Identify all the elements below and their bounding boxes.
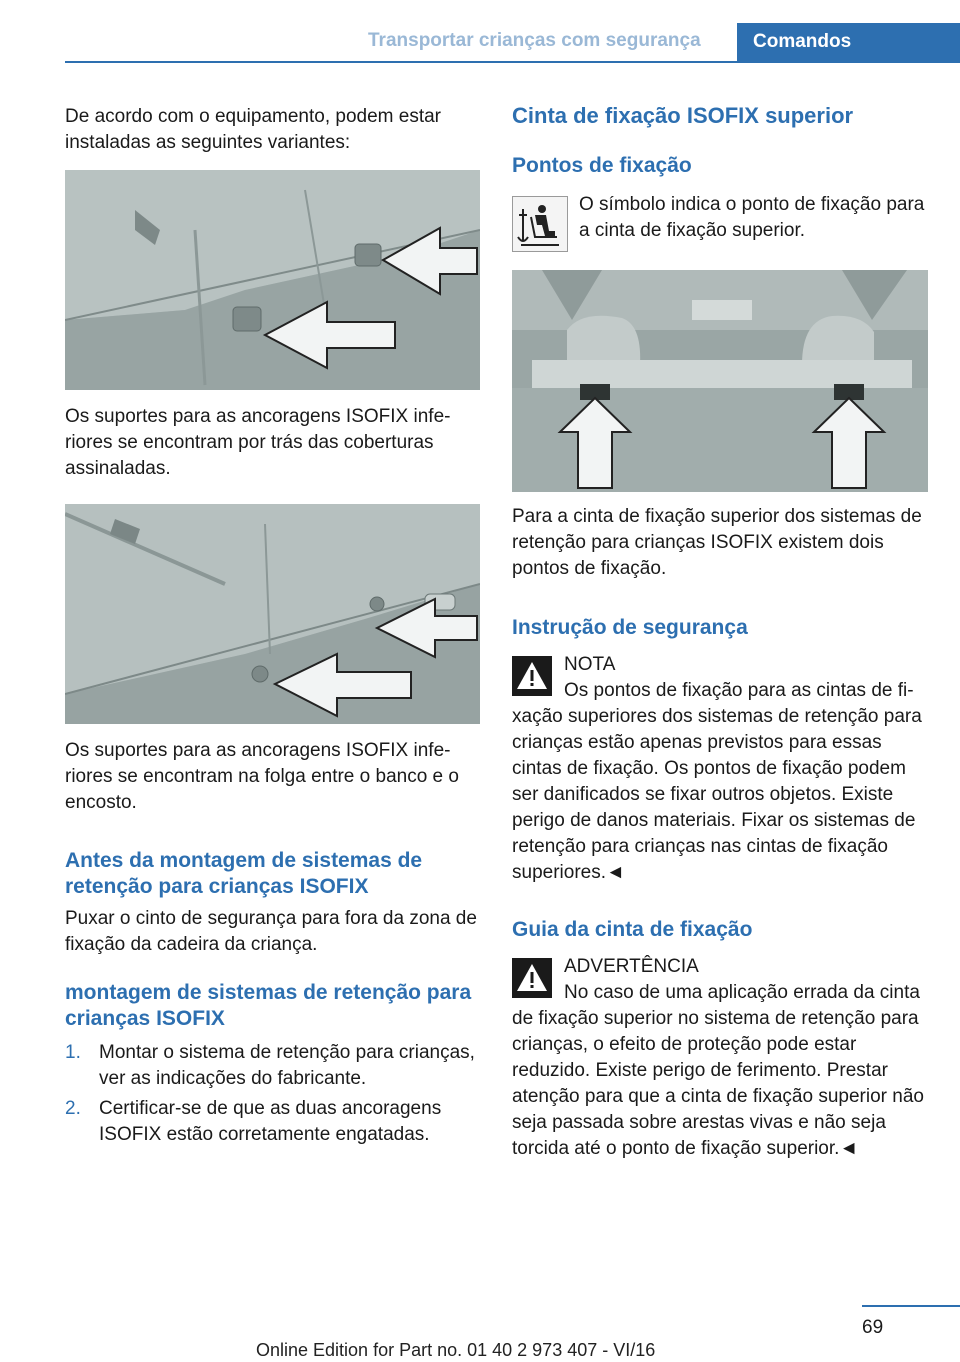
- header-section-title: Transportar crianças com segurança: [368, 30, 701, 51]
- note-label: NOTA: [564, 654, 616, 675]
- isofix-photo-covers: [65, 170, 480, 390]
- note-text: Os pontos de fixação para as cintas de fixação superiores dos sistemas de retenção para crianças estão apenas previstos para essas cintas de fixação. Os pontos de fixação podem ser danificados se fixar outros objetos. Existe perigo de danos materiais. Fixar os sistemas de retenção para crianças nas cintas de fixação superiores.◄: [512, 680, 922, 883]
- paragraph-before-mounting: Puxar o cinto de segurança para fora da zona de fixação da cadeira da criança.: [65, 908, 477, 955]
- isofix-photo-gap: [65, 504, 480, 724]
- isofix-tether-symbol-icon: [512, 196, 568, 252]
- symbol-description: O símbolo indica o ponto de fixação para a cinta de fixação superior.: [579, 194, 925, 241]
- list-item: [65, 1040, 480, 1092]
- edition-footer: Online Edition for Part no. 01 40 2 973 407 - VI/16: [256, 1340, 656, 1360]
- caption-covers: Os suportes para as ancoragens ISOFIX inferiores se encontram por trás das coberturas assinaladas.: [65, 406, 451, 479]
- step-number: 2.: [65, 1098, 81, 1119]
- caption-anchor-points: Para a cinta de fixação superior dos sistemas de retenção para crianças ISOFIX existem dois pontos de fixação.: [512, 506, 922, 579]
- footer-divider: [862, 1305, 960, 1307]
- header-chapter-tab[interactable]: Comandos: [737, 23, 960, 63]
- tether-anchor-photo: [512, 270, 928, 492]
- step-number: 1.: [65, 1042, 81, 1063]
- heading-safety-instruction: Instrução de segurança: [512, 616, 748, 639]
- intro-paragraph: De acordo com o equipamento, podem estar instaladas as seguintes variantes:: [65, 106, 441, 153]
- warning-text: No caso de uma aplicação errada da cinta de fixação superior no sistema de retenção para crianças, o efeito de proteção pode estar reduzido. Existe perigo de ferimento. Prestar atenção para que a cinta de fixação superior não seja passada sobre arestas vivas e não seja torcida até o ponto de fixação superior.◄: [512, 982, 924, 1159]
- caption-gap: Os suportes para as ancoragens ISOFIX inferiores se encontram na folga entre o banco e o encosto.: [65, 740, 459, 813]
- heading-tether-guide: Guia da cinta de fixação: [512, 918, 753, 941]
- step-text: Certificar-se de que as duas ancoragens ISOFIX estão corretamente engatadas.: [99, 1098, 442, 1145]
- heading-anchor-points: Pontos de fixação: [512, 154, 692, 177]
- warning-label: ADVERTÊNCIA: [564, 956, 699, 977]
- page-number: 69: [862, 1317, 884, 1338]
- header-divider: [65, 61, 960, 63]
- heading-isofix-top-tether: Cinta de fixação ISOFIX superior: [512, 103, 854, 128]
- step-text: Montar o sistema de retenção para crianças, ver as indicações do fabricante.: [99, 1042, 475, 1089]
- heading-mounting: montagem de sistemas de retenção para crianças ISOFIX: [65, 981, 472, 1030]
- list-item: [65, 1096, 480, 1148]
- heading-before-mounting: Antes da montagem de sistemas de retenção para crianças ISOFIX: [65, 849, 423, 898]
